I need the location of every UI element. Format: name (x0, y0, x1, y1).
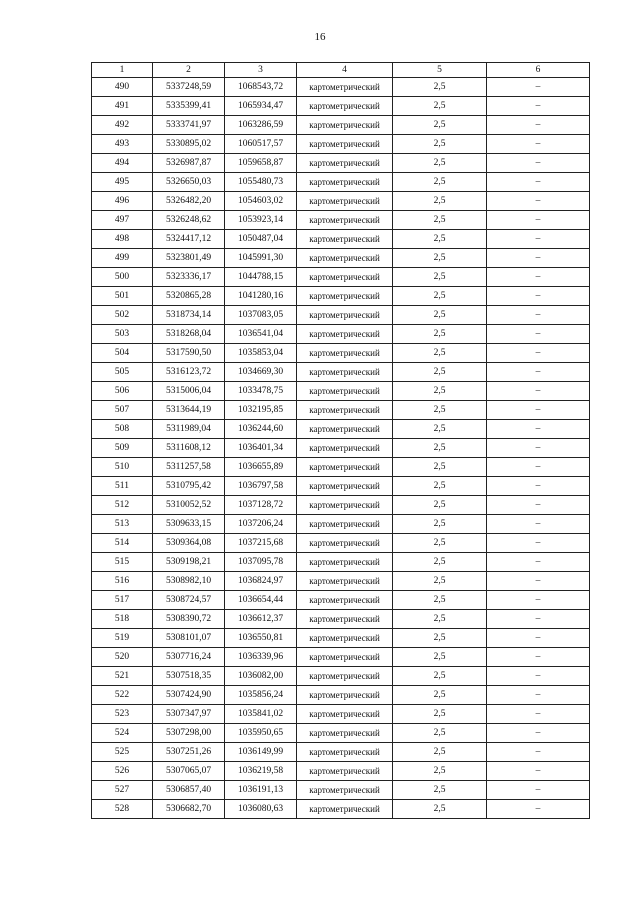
column-header: 2 (153, 63, 225, 78)
table-row (92, 344, 590, 363)
table-row (92, 192, 590, 211)
cell-coordinate-x: 5318268,04 (153, 325, 225, 344)
cell-method: картометрический (297, 135, 393, 154)
table-row (92, 667, 590, 686)
cell-notes: – (487, 724, 590, 743)
cell-point-number: 490 (92, 78, 153, 97)
cell-coordinate-y: 1035856,24 (225, 686, 297, 705)
cell-coordinate-x: 5324417,12 (153, 230, 225, 249)
cell-point-number: 513 (92, 515, 153, 534)
cell-accuracy: 2,5 (393, 306, 487, 325)
cell-notes: – (487, 287, 590, 306)
table-row (92, 363, 590, 382)
cell-accuracy: 2,5 (393, 724, 487, 743)
cell-coordinate-y: 1037215,68 (225, 534, 297, 553)
cell-coordinate-x: 5311608,12 (153, 439, 225, 458)
cell-method: картометрический (297, 629, 393, 648)
cell-point-number: 499 (92, 249, 153, 268)
cell-method: картометрический (297, 268, 393, 287)
cell-coordinate-y: 1036149,99 (225, 743, 297, 762)
cell-coordinate-y: 1036654,44 (225, 591, 297, 610)
cell-accuracy: 2,5 (393, 325, 487, 344)
cell-coordinate-x: 5306857,40 (153, 781, 225, 800)
cell-coordinate-x: 5317590,50 (153, 344, 225, 363)
cell-point-number: 512 (92, 496, 153, 515)
cell-coordinate-x: 5318734,14 (153, 306, 225, 325)
cell-coordinate-y: 1036339,96 (225, 648, 297, 667)
cell-accuracy: 2,5 (393, 743, 487, 762)
cell-notes: – (487, 458, 590, 477)
cell-coordinate-y: 1036612,37 (225, 610, 297, 629)
cell-point-number: 516 (92, 572, 153, 591)
cell-coordinate-y: 1036550,81 (225, 629, 297, 648)
cell-point-number: 517 (92, 591, 153, 610)
table-row (92, 135, 590, 154)
cell-coordinate-y: 1065934,47 (225, 97, 297, 116)
cell-method: картометрический (297, 287, 393, 306)
cell-notes: – (487, 553, 590, 572)
cell-method: картометрический (297, 458, 393, 477)
table-row (92, 116, 590, 135)
cell-notes: – (487, 116, 590, 135)
cell-coordinate-y: 1036797,58 (225, 477, 297, 496)
cell-method: картометрический (297, 496, 393, 515)
table-row (92, 306, 590, 325)
cell-point-number: 493 (92, 135, 153, 154)
cell-accuracy: 2,5 (393, 477, 487, 496)
cell-notes: – (487, 705, 590, 724)
column-header: 4 (297, 63, 393, 78)
cell-coordinate-x: 5309198,21 (153, 553, 225, 572)
cell-method: картометрический (297, 762, 393, 781)
table-row (92, 705, 590, 724)
table-row (92, 800, 590, 819)
table-row (92, 610, 590, 629)
page-number: 16 (314, 31, 326, 43)
cell-coordinate-y: 1036080,63 (225, 800, 297, 819)
cell-coordinate-x: 5326248,62 (153, 211, 225, 230)
cell-accuracy: 2,5 (393, 249, 487, 268)
cell-notes: – (487, 211, 590, 230)
cell-coordinate-y: 1036191,13 (225, 781, 297, 800)
cell-notes: – (487, 781, 590, 800)
cell-method: картометрический (297, 705, 393, 724)
column-header: 1 (92, 63, 153, 78)
cell-point-number: 519 (92, 629, 153, 648)
cell-accuracy: 2,5 (393, 572, 487, 591)
column-header: 5 (393, 63, 487, 78)
table-row (92, 401, 590, 420)
cell-notes: – (487, 420, 590, 439)
cell-point-number: 501 (92, 287, 153, 306)
cell-coordinate-x: 5313644,19 (153, 401, 225, 420)
cell-notes: – (487, 439, 590, 458)
cell-point-number: 510 (92, 458, 153, 477)
cell-accuracy: 2,5 (393, 610, 487, 629)
cell-accuracy: 2,5 (393, 667, 487, 686)
cell-method: картометрический (297, 477, 393, 496)
cell-notes: – (487, 629, 590, 648)
cell-point-number: 503 (92, 325, 153, 344)
cell-accuracy: 2,5 (393, 439, 487, 458)
cell-coordinate-y: 1034669,30 (225, 363, 297, 382)
cell-coordinate-y: 1055480,73 (225, 173, 297, 192)
cell-method: картометрический (297, 344, 393, 363)
cell-coordinate-x: 5307424,90 (153, 686, 225, 705)
table-row (92, 477, 590, 496)
table-row (92, 686, 590, 705)
cell-coordinate-y: 1037083,05 (225, 306, 297, 325)
table-row (92, 249, 590, 268)
cell-method: картометрический (297, 173, 393, 192)
cell-coordinate-x: 5335399,41 (153, 97, 225, 116)
table-row (92, 724, 590, 743)
cell-accuracy: 2,5 (393, 135, 487, 154)
cell-coordinate-y: 1037095,78 (225, 553, 297, 572)
cell-coordinate-y: 1050487,04 (225, 230, 297, 249)
cell-method: картометрический (297, 534, 393, 553)
cell-accuracy: 2,5 (393, 401, 487, 420)
cell-coordinate-x: 5310795,42 (153, 477, 225, 496)
cell-method: картометрический (297, 553, 393, 572)
cell-accuracy: 2,5 (393, 800, 487, 819)
cell-accuracy: 2,5 (393, 173, 487, 192)
cell-notes: – (487, 572, 590, 591)
cell-notes: – (487, 154, 590, 173)
cell-coordinate-x: 5326482,20 (153, 192, 225, 211)
cell-notes: – (487, 306, 590, 325)
cell-notes: – (487, 401, 590, 420)
cell-method: картометрический (297, 800, 393, 819)
cell-method: картометрический (297, 667, 393, 686)
cell-accuracy: 2,5 (393, 363, 487, 382)
cell-accuracy: 2,5 (393, 420, 487, 439)
cell-point-number: 515 (92, 553, 153, 572)
cell-coordinate-x: 5311989,04 (153, 420, 225, 439)
cell-method: картометрический (297, 154, 393, 173)
cell-coordinate-y: 1060517,57 (225, 135, 297, 154)
cell-point-number: 525 (92, 743, 153, 762)
cell-coordinate-x: 5308724,57 (153, 591, 225, 610)
cell-notes: – (487, 515, 590, 534)
cell-coordinate-y: 1068543,72 (225, 78, 297, 97)
cell-method: картометрический (297, 97, 393, 116)
cell-coordinate-y: 1035950,65 (225, 724, 297, 743)
cell-notes: – (487, 591, 590, 610)
table-row (92, 534, 590, 553)
table-row (92, 230, 590, 249)
cell-method: картометрический (297, 686, 393, 705)
cell-accuracy: 2,5 (393, 515, 487, 534)
cell-method: картометрический (297, 401, 393, 420)
cell-notes: – (487, 192, 590, 211)
cell-point-number: 528 (92, 800, 153, 819)
cell-accuracy: 2,5 (393, 382, 487, 401)
cell-method: картометрический (297, 306, 393, 325)
cell-coordinate-x: 5330895,02 (153, 135, 225, 154)
cell-point-number: 521 (92, 667, 153, 686)
cell-coordinate-y: 1059658,87 (225, 154, 297, 173)
cell-point-number: 494 (92, 154, 153, 173)
cell-accuracy: 2,5 (393, 192, 487, 211)
cell-method: картометрический (297, 743, 393, 762)
cell-point-number: 508 (92, 420, 153, 439)
cell-point-number: 507 (92, 401, 153, 420)
table-row (92, 629, 590, 648)
cell-accuracy: 2,5 (393, 686, 487, 705)
cell-coordinate-x: 5307716,24 (153, 648, 225, 667)
table-row (92, 97, 590, 116)
cell-accuracy: 2,5 (393, 781, 487, 800)
cell-coordinate-y: 1032195,85 (225, 401, 297, 420)
cell-accuracy: 2,5 (393, 458, 487, 477)
cell-notes: – (487, 686, 590, 705)
cell-coordinate-y: 1036541,04 (225, 325, 297, 344)
cell-accuracy: 2,5 (393, 230, 487, 249)
cell-coordinate-x: 5320865,28 (153, 287, 225, 306)
table-row (92, 78, 590, 97)
cell-coordinate-x: 5315006,04 (153, 382, 225, 401)
table-row (92, 458, 590, 477)
table-row (92, 211, 590, 230)
cell-point-number: 491 (92, 97, 153, 116)
table-row (92, 515, 590, 534)
cell-point-number: 496 (92, 192, 153, 211)
cell-accuracy: 2,5 (393, 648, 487, 667)
table-row (92, 325, 590, 344)
cell-coordinate-y: 1036219,58 (225, 762, 297, 781)
cell-point-number: 520 (92, 648, 153, 667)
cell-notes: – (487, 249, 590, 268)
cell-point-number: 502 (92, 306, 153, 325)
cell-coordinate-y: 1035841,02 (225, 705, 297, 724)
cell-coordinate-x: 5309364,08 (153, 534, 225, 553)
cell-notes: – (487, 344, 590, 363)
table-header-row (92, 63, 590, 78)
cell-coordinate-x: 5307518,35 (153, 667, 225, 686)
cell-coordinate-y: 1036655,89 (225, 458, 297, 477)
table-row (92, 591, 590, 610)
cell-method: картометрический (297, 116, 393, 135)
cell-point-number: 505 (92, 363, 153, 382)
cell-notes: – (487, 173, 590, 192)
cell-point-number: 492 (92, 116, 153, 135)
cell-point-number: 526 (92, 762, 153, 781)
cell-point-number: 504 (92, 344, 153, 363)
cell-point-number: 511 (92, 477, 153, 496)
table-row (92, 648, 590, 667)
cell-coordinate-x: 5323336,17 (153, 268, 225, 287)
cell-coordinate-y: 1036824,97 (225, 572, 297, 591)
cell-coordinate-x: 5308101,07 (153, 629, 225, 648)
cell-method: картометрический (297, 591, 393, 610)
cell-accuracy: 2,5 (393, 78, 487, 97)
table-row (92, 287, 590, 306)
cell-accuracy: 2,5 (393, 534, 487, 553)
cell-coordinate-y: 1033478,75 (225, 382, 297, 401)
cell-notes: – (487, 762, 590, 781)
cell-coordinate-x: 5337248,59 (153, 78, 225, 97)
cell-method: картометрический (297, 249, 393, 268)
cell-coordinate-y: 1036401,34 (225, 439, 297, 458)
table-row (92, 762, 590, 781)
cell-notes: – (487, 667, 590, 686)
cell-notes: – (487, 382, 590, 401)
cell-coordinate-y: 1054603,02 (225, 192, 297, 211)
cell-accuracy: 2,5 (393, 287, 487, 306)
table-row (92, 420, 590, 439)
table-row (92, 382, 590, 401)
cell-coordinate-x: 5307298,00 (153, 724, 225, 743)
cell-notes: – (487, 534, 590, 553)
cell-coordinate-x: 5316123,72 (153, 363, 225, 382)
column-header: 6 (487, 63, 590, 78)
cell-coordinate-y: 1045991,30 (225, 249, 297, 268)
cell-accuracy: 2,5 (393, 496, 487, 515)
cell-coordinate-x: 5323801,49 (153, 249, 225, 268)
cell-notes: – (487, 648, 590, 667)
cell-coordinate-x: 5326650,03 (153, 173, 225, 192)
cell-accuracy: 2,5 (393, 705, 487, 724)
table-row (92, 268, 590, 287)
table-row (92, 154, 590, 173)
cell-method: картометрический (297, 192, 393, 211)
cell-point-number: 498 (92, 230, 153, 249)
cell-method: картометрический (297, 230, 393, 249)
cell-method: картометрический (297, 648, 393, 667)
cell-accuracy: 2,5 (393, 553, 487, 572)
cell-coordinate-y: 1037206,24 (225, 515, 297, 534)
cell-coordinate-y: 1063286,59 (225, 116, 297, 135)
cell-coordinate-x: 5307251,26 (153, 743, 225, 762)
cell-point-number: 522 (92, 686, 153, 705)
cell-method: картометрический (297, 363, 393, 382)
cell-coordinate-x: 5306682,70 (153, 800, 225, 819)
cell-coordinate-y: 1053923,14 (225, 211, 297, 230)
cell-method: картометрический (297, 572, 393, 591)
cell-accuracy: 2,5 (393, 762, 487, 781)
cell-notes: – (487, 743, 590, 762)
cell-accuracy: 2,5 (393, 629, 487, 648)
cell-coordinate-y: 1035853,04 (225, 344, 297, 363)
column-header: 3 (225, 63, 297, 78)
cell-point-number: 518 (92, 610, 153, 629)
cell-coordinate-x: 5307347,97 (153, 705, 225, 724)
coordinates-table (91, 62, 590, 819)
cell-point-number: 506 (92, 382, 153, 401)
cell-coordinate-x: 5311257,58 (153, 458, 225, 477)
cell-notes: – (487, 325, 590, 344)
cell-accuracy: 2,5 (393, 154, 487, 173)
cell-notes: – (487, 477, 590, 496)
cell-method: картометрический (297, 211, 393, 230)
cell-point-number: 497 (92, 211, 153, 230)
cell-notes: – (487, 268, 590, 287)
cell-notes: – (487, 78, 590, 97)
cell-notes: – (487, 230, 590, 249)
cell-method: картометрический (297, 382, 393, 401)
cell-point-number: 524 (92, 724, 153, 743)
cell-coordinate-x: 5309633,15 (153, 515, 225, 534)
cell-coordinate-x: 5310052,52 (153, 496, 225, 515)
cell-method: картометрический (297, 420, 393, 439)
table-row (92, 553, 590, 572)
cell-coordinate-x: 5307065,07 (153, 762, 225, 781)
cell-accuracy: 2,5 (393, 344, 487, 363)
cell-coordinate-y: 1041280,16 (225, 287, 297, 306)
cell-notes: – (487, 496, 590, 515)
cell-coordinate-x: 5308982,10 (153, 572, 225, 591)
table-row (92, 496, 590, 515)
cell-method: картометрический (297, 515, 393, 534)
cell-method: картометрический (297, 781, 393, 800)
table-row (92, 572, 590, 591)
cell-point-number: 509 (92, 439, 153, 458)
cell-accuracy: 2,5 (393, 97, 487, 116)
cell-accuracy: 2,5 (393, 591, 487, 610)
cell-coordinate-x: 5308390,72 (153, 610, 225, 629)
table-row (92, 439, 590, 458)
cell-coordinate-y: 1044788,15 (225, 268, 297, 287)
cell-method: картометрический (297, 325, 393, 344)
table-row (92, 173, 590, 192)
cell-notes: – (487, 363, 590, 382)
cell-point-number: 514 (92, 534, 153, 553)
cell-method: картометрический (297, 78, 393, 97)
cell-point-number: 495 (92, 173, 153, 192)
cell-method: картометрический (297, 439, 393, 458)
cell-coordinate-y: 1036082,00 (225, 667, 297, 686)
cell-notes: – (487, 800, 590, 819)
cell-notes: – (487, 610, 590, 629)
table-row (92, 781, 590, 800)
cell-accuracy: 2,5 (393, 116, 487, 135)
cell-point-number: 500 (92, 268, 153, 287)
cell-coordinate-x: 5333741,97 (153, 116, 225, 135)
cell-coordinate-y: 1036244,60 (225, 420, 297, 439)
cell-method: картометрический (297, 724, 393, 743)
table-row (92, 743, 590, 762)
cell-notes: – (487, 135, 590, 154)
cell-coordinate-y: 1037128,72 (225, 496, 297, 515)
cell-accuracy: 2,5 (393, 268, 487, 287)
cell-point-number: 527 (92, 781, 153, 800)
cell-accuracy: 2,5 (393, 211, 487, 230)
cell-point-number: 523 (92, 705, 153, 724)
cell-method: картометрический (297, 610, 393, 629)
cell-notes: – (487, 97, 590, 116)
cell-coordinate-x: 5326987,87 (153, 154, 225, 173)
